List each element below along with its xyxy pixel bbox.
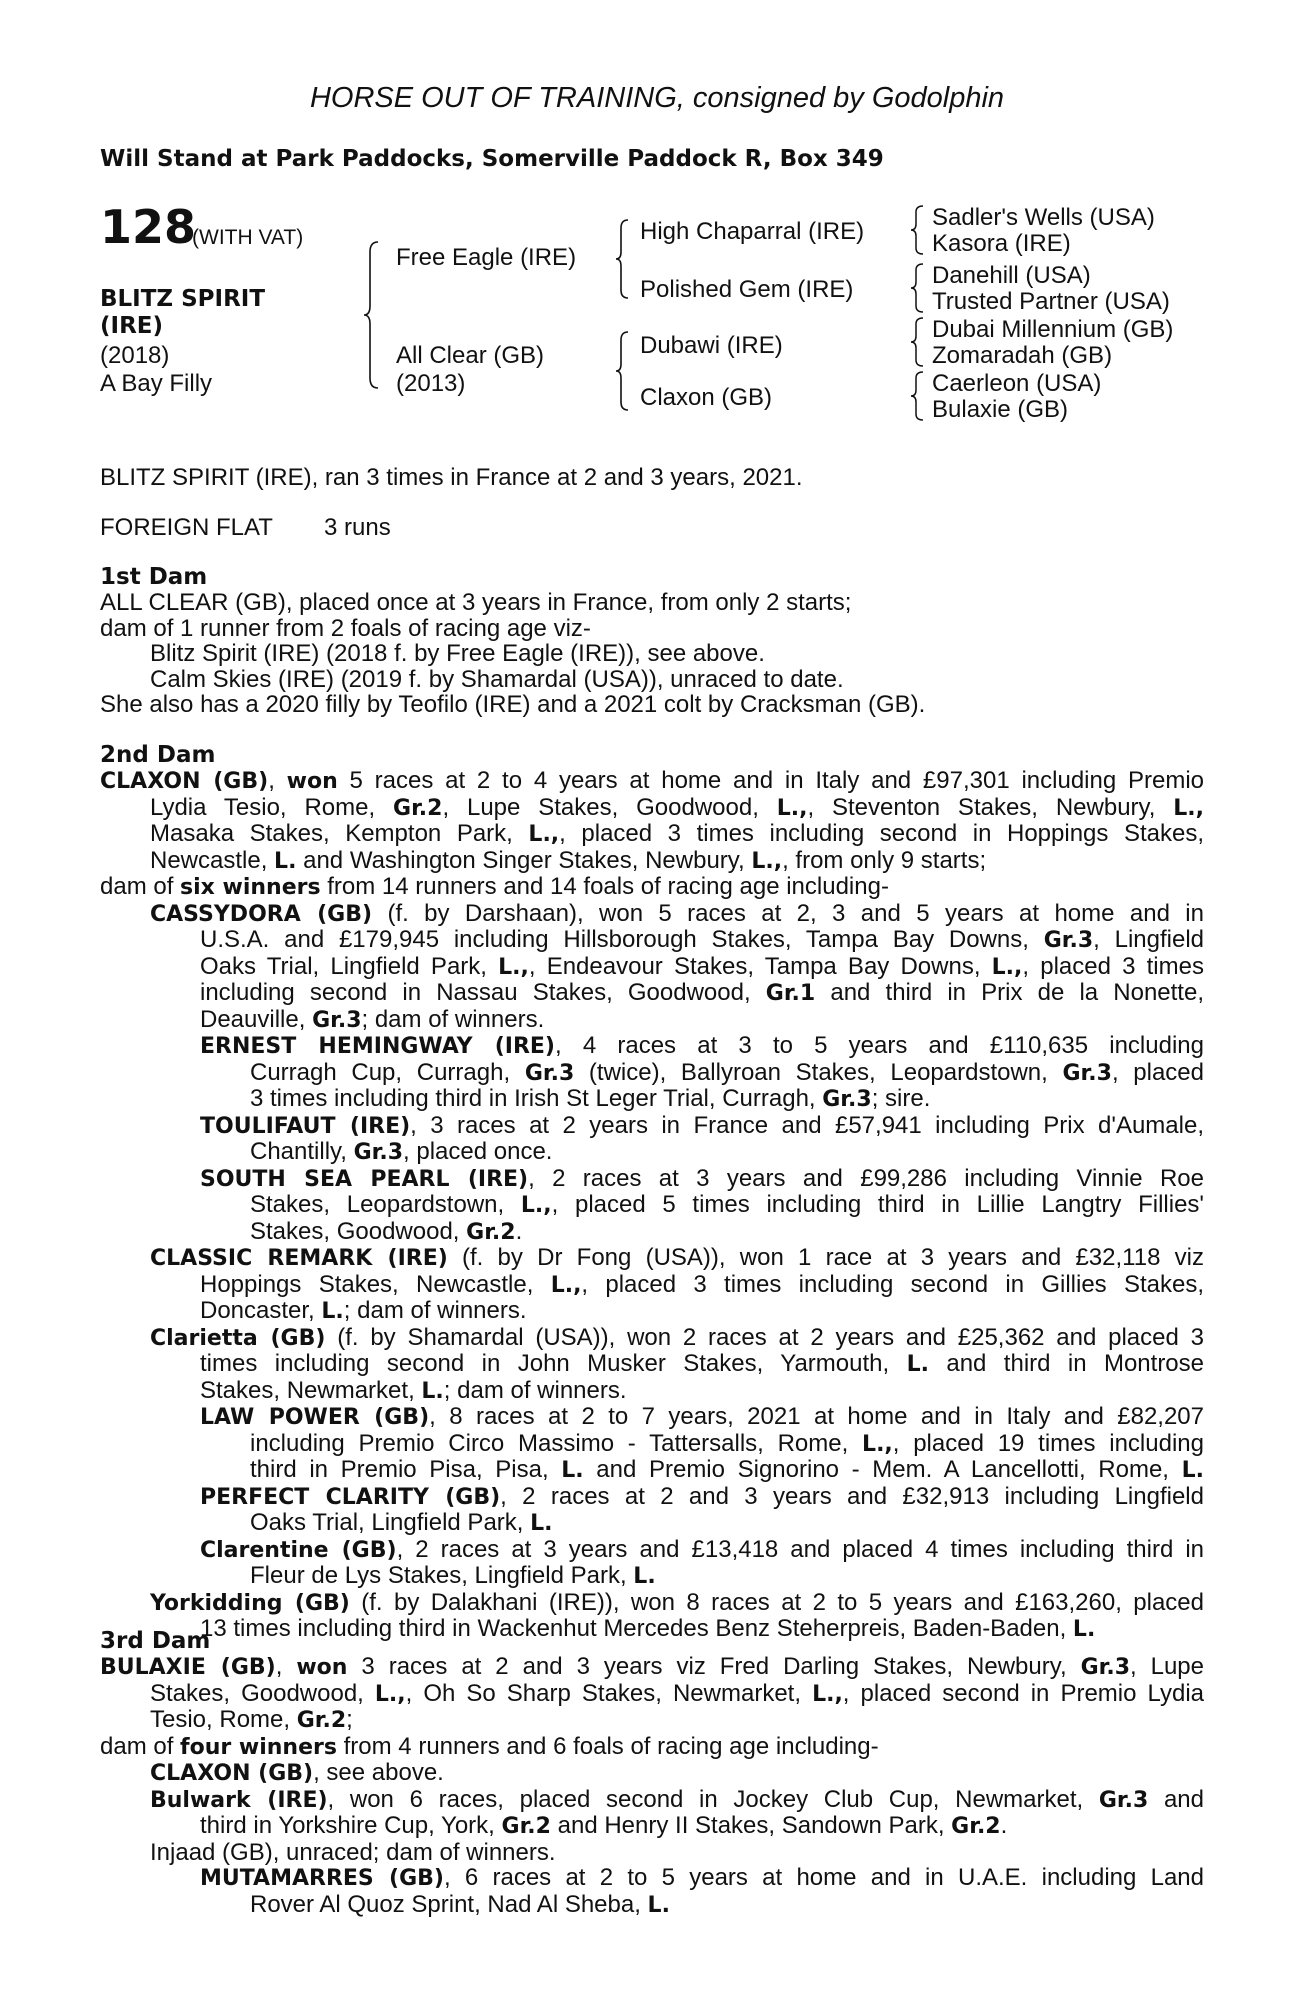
text: from 4 runners and 6 foals of racing age including- <box>336 1732 879 1760</box>
first-dam-foal: Calm Skies (IRE) (2019 f. by Shamardal (USA)), unraced to date. <box>150 665 844 693</box>
grade: Gr.2 <box>296 1708 347 1733</box>
text: , Endeavour Stakes, Tampa Bay Downs, <box>528 952 992 980</box>
first-dam-foal: Blitz Spirit (IRE) (2018 f. by Free Eagle (IRE)), see above. <box>150 640 765 667</box>
text: , placed 3 times <box>1022 952 1204 980</box>
ernest-line <box>100 1033 1204 1060</box>
pedigree-sire: Free Eagle (IRE) <box>396 244 577 271</box>
grade: L. <box>274 848 297 874</box>
text: , placed <box>1111 1058 1205 1086</box>
text: , placed second in Premio Lydia <box>842 1679 1204 1707</box>
text: Rover Al Quoz Sprint, Nad Al Sheba, <box>250 1890 648 1918</box>
text: , 3 races at 2 years in France and £57,941 including Prix d'Aumale, <box>410 1111 1204 1139</box>
horse-perfect-clarity: PERFECT CLARITY (GB) <box>200 1484 501 1510</box>
page-title: HORSE OUT OF TRAINING, consigned by Godolphin <box>309 82 1005 114</box>
text: and <box>1148 1785 1204 1813</box>
bulaxie-line <box>100 1681 1204 1708</box>
ggp-brace-1 <box>910 204 926 256</box>
won-label: won <box>286 769 338 794</box>
clarietta-line <box>100 1325 1204 1352</box>
dam-of-line <box>100 874 1204 901</box>
text: , Steventon Stakes, Newbury, <box>807 793 1174 821</box>
law-power-line <box>100 1404 1204 1431</box>
grade: Gr.3 <box>1043 928 1094 953</box>
text: third in Yorkshire Cup, York, <box>200 1812 502 1839</box>
text: Chantilly, <box>250 1138 354 1165</box>
text: , Oh So Sharp Stakes, Newmarket, <box>405 1679 813 1707</box>
claxon-line <box>100 821 1204 848</box>
text: , placed 3 times including second in Gillies Stakes, <box>581 1270 1204 1298</box>
pedigree-dam-dam: Claxon (GB) <box>640 384 773 411</box>
injaad-line: Injaad (GB), unraced; dam of winners. <box>150 1838 556 1866</box>
ggp-brace-3 <box>910 316 926 368</box>
text: third in Premio Pisa, Pisa, <box>250 1456 562 1483</box>
horse-bulwark: Bulwark (IRE) <box>150 1787 328 1813</box>
text: Stakes, Goodwood, <box>150 1679 375 1707</box>
ggp-brace-4 <box>910 370 926 422</box>
text: and Washington Singer Stakes, Newbury, <box>296 846 752 874</box>
horse-year: (2018) <box>100 342 170 369</box>
text: Masaka Stakes, Kempton Park, <box>150 820 529 847</box>
text: U.S.A. and £179,945 including Hillsborough Stakes, Tampa Bay Downs, <box>200 926 1044 953</box>
text: . <box>515 1217 523 1245</box>
text: , Lupe Stakes, Goodwood, <box>442 793 777 821</box>
text: dam of <box>100 1732 181 1760</box>
law-power-line <box>100 1431 1204 1458</box>
grade: Gr.3 <box>312 1007 362 1033</box>
pedigree-ggp-7: Caerleon (USA) <box>932 370 1102 397</box>
bulwark-line <box>100 1813 1204 1840</box>
classic-remark-line <box>100 1245 1204 1272</box>
dam-line-brace <box>614 330 632 412</box>
text: , 2 races at 2 and 3 years and £32,913 including Lingfield <box>500 1482 1204 1510</box>
claxon-line: CLAXON (GB), won 5 races at 2 to 4 years at home and in Italy and £97,301 including Premio <box>100 767 1204 794</box>
text: Curragh Cup, Curragh, <box>250 1058 525 1086</box>
text: , 8 races at 2 to 7 years, 2021 at home and in Italy and £82,207 <box>429 1403 1205 1430</box>
pedigree-ggp-5: Dubai Millennium (GB) <box>932 316 1174 343</box>
ernest-line <box>100 1086 1204 1113</box>
perfect-clarity-line <box>100 1510 1204 1537</box>
horse-south-sea-pearl: SOUTH SEA PEARL (IRE) <box>200 1166 529 1192</box>
pedigree-sire-sire: High Chaparral (IRE) <box>640 218 865 245</box>
first-dam-line: dam of 1 runner from 2 foals of racing age viz- <box>100 614 591 642</box>
clarietta-line <box>100 1351 1204 1378</box>
text: , won 6 races, placed second in Jockey Club Cup, Newmarket, <box>327 1785 1099 1813</box>
won-label: won <box>296 1655 348 1680</box>
grade: L. <box>530 1511 553 1536</box>
text: 3 races at 2 and 3 years viz Fred Darling Stakes, Newbury, <box>347 1653 1081 1680</box>
racing-summary: BLITZ SPIRIT (IRE), ran 3 times in France at 2 and 3 years, 2021. <box>100 464 803 491</box>
grade: Gr.2 <box>393 795 443 821</box>
grade: Gr.2 <box>951 1814 1001 1839</box>
text: , see above. <box>313 1759 444 1786</box>
ggp-brace-2 <box>910 262 926 314</box>
grade: L. <box>647 1892 670 1918</box>
grade: L. <box>1181 1458 1204 1483</box>
horse-yorkidding: Yorkidding (GB) <box>150 1590 350 1616</box>
yorkidding-line <box>100 1616 1204 1643</box>
winners-count: four winners <box>180 1734 337 1760</box>
text: and Henry II Stakes, Sandown Park, <box>550 1812 952 1839</box>
cassydora-line <box>100 927 1204 954</box>
lot-number: 128 <box>100 200 197 254</box>
bulwark-line <box>100 1787 1204 1814</box>
text: and third in Montrose <box>928 1350 1204 1377</box>
grade: L., <box>498 954 529 980</box>
text: , placed once. <box>403 1138 553 1165</box>
text: dam of <box>100 873 181 900</box>
text: (f. by Dr Fong (USA)), won 1 race at 3 years and £32,118 viz <box>447 1244 1204 1271</box>
third-dam-heading: 3rd Dam <box>100 1628 211 1654</box>
text: 5 races at 2 to 4 years at home and in Italy and £97,301 including Premio <box>349 767 1204 794</box>
text: and Premio Signorino - Mem. A Lancellotti, Rome, <box>583 1456 1182 1483</box>
grade: Gr.3 <box>1080 1655 1130 1680</box>
first-dam-line: She also has a 2020 filly by Teofilo (IRE) and a 2021 colt by Cracksman (GB). <box>100 691 926 718</box>
text: Stakes, Newmarket, <box>200 1376 422 1404</box>
text: , from only 9 starts; <box>782 846 987 874</box>
text: including Premio Circo Massimo - Tattersalls, Rome, <box>250 1429 863 1457</box>
toulifaut-line <box>100 1113 1204 1140</box>
text: Newcastle, <box>150 846 275 874</box>
horse-name-line2: (IRE) <box>100 313 164 339</box>
pedigree-ggp-4: Trusted Partner (USA) <box>932 288 1170 315</box>
horse-name-line1: BLITZ SPIRIT <box>100 286 266 312</box>
text: ; dam of winners. <box>361 1005 545 1033</box>
text: ; <box>346 1706 353 1733</box>
dam-of-line <box>100 1734 1204 1761</box>
horse-name <box>100 286 300 340</box>
grade: L., <box>550 1272 582 1298</box>
grade: Gr.1 <box>765 981 816 1006</box>
text: Fleur de Lys Stakes, Lingfield Park, <box>250 1562 634 1589</box>
grade: L., <box>751 848 783 874</box>
text: Tesio, Rome, <box>150 1706 297 1733</box>
grade: L. <box>1072 1617 1096 1642</box>
grade: L. <box>561 1458 584 1483</box>
ernest-line <box>100 1060 1204 1087</box>
horse-cassydora: CASSYDORA (GB) <box>150 901 373 927</box>
grade: Gr.3 <box>524 1060 575 1086</box>
grade: Gr.3 <box>822 1087 872 1112</box>
pedigree-sire-dam: Polished Gem (IRE) <box>640 276 854 303</box>
first-dam-heading: 1st Dam <box>100 564 208 590</box>
south-sea-pearl-line <box>100 1192 1204 1219</box>
grade: Gr.2 <box>501 1814 551 1839</box>
grade: L. <box>421 1378 444 1404</box>
clarietta-line <box>100 1378 1204 1405</box>
text: and third in Prix de la Nonette, <box>815 979 1204 1006</box>
grade: L., <box>1173 795 1205 821</box>
grade: L., <box>812 1681 843 1707</box>
claxon-ref-line <box>100 1760 1204 1787</box>
horse-toulifaut: TOULIFAUT (IRE) <box>200 1113 411 1139</box>
text: from 14 runners and 14 foals of racing age including- <box>320 873 889 900</box>
sire-line-brace <box>614 218 632 300</box>
text: Hoppings Stakes, Newcastle, <box>200 1270 551 1298</box>
pedigree-dam-year: (2013) <box>396 370 466 397</box>
text: ; sire. <box>871 1085 931 1112</box>
law-power-line <box>100 1457 1204 1484</box>
text: , Lingfield <box>1093 926 1204 953</box>
grade: L., <box>520 1193 552 1218</box>
text: (f. by Darshaan), won 5 races at 2, 3 and 5 years at home and in <box>372 899 1204 927</box>
pedigree-ggp-1: Sadler's Wells (USA) <box>932 204 1155 231</box>
text: ; dam of winners. <box>443 1376 627 1404</box>
text: (f. by Shamardal (USA)), won 2 races at 2 years and £25,362 and placed 3 <box>325 1323 1204 1351</box>
text: (twice), Ballyroan Stakes, Leopardstown, <box>574 1058 1063 1086</box>
foreign-flat-value: 3 runs <box>324 514 391 541</box>
horse-mutamarres: MUTAMARRES (GB) <box>200 1866 444 1891</box>
text: , 4 races at 3 to 5 years and £110,635 including <box>554 1032 1204 1059</box>
cassydora-line <box>100 1007 1204 1034</box>
classic-remark-line <box>100 1298 1204 1325</box>
cassydora-line <box>100 901 1204 928</box>
toulifaut-line <box>100 1139 1204 1166</box>
third-dam-section <box>100 1654 1204 1918</box>
mutamarres-line <box>100 1892 1204 1919</box>
horse-claxon: CLAXON (GB) <box>100 769 269 794</box>
grade: L., <box>374 1681 406 1707</box>
text: , 2 races at 3 years and £99,286 including Vinnie Roe <box>528 1164 1205 1192</box>
second-dam-heading: 2nd Dam <box>100 742 216 768</box>
text: Stakes, Goodwood, <box>250 1217 467 1245</box>
horse-description: A Bay Filly <box>100 370 213 397</box>
grade: L., <box>862 1431 893 1457</box>
classic-remark-line <box>100 1272 1204 1299</box>
text: , placed 5 times including third in Lillie Langtry Fillies' <box>551 1191 1204 1218</box>
grade: L. <box>633 1564 656 1589</box>
horse-clarietta: Clarietta (GB) <box>150 1325 326 1351</box>
sire-dam-brace <box>362 240 382 390</box>
south-sea-pearl-line <box>100 1166 1204 1193</box>
grade: L., <box>991 954 1023 980</box>
text: Deauville, <box>200 1005 313 1033</box>
grade: Gr.2 <box>466 1219 516 1245</box>
mutamarres-line <box>100 1865 1204 1892</box>
text: . <box>1000 1812 1008 1839</box>
pedigree-dam-sire: Dubawi (IRE) <box>640 332 783 359</box>
horse-classic-remark: CLASSIC REMARK (IRE) <box>150 1246 448 1271</box>
text: Doncaster, <box>200 1297 322 1324</box>
clarentine-line <box>100 1563 1204 1590</box>
south-sea-pearl-line <box>100 1219 1204 1246</box>
grade: L. <box>906 1352 929 1377</box>
text: Oaks Trial, Lingfield Park, <box>200 952 499 980</box>
bulaxie-line: BULAXIE (GB), won 3 races at 2 and 3 years viz Fred Darling Stakes, Newbury, Gr.3, Lupe <box>100 1653 1205 1680</box>
grade: Gr.3 <box>353 1140 404 1165</box>
text: , placed 3 times including second in Hoppings Stakes, <box>559 820 1205 847</box>
pedigree-ggp-8: Bulaxie (GB) <box>932 396 1069 423</box>
clarentine-line <box>100 1537 1204 1564</box>
grade: Gr.3 <box>1098 1787 1149 1813</box>
text: , Lupe <box>1130 1653 1205 1680</box>
claxon-line <box>100 795 1204 822</box>
perfect-clarity-line <box>100 1484 1204 1511</box>
text: , 2 races at 3 years and £13,418 and placed 4 times including third in <box>396 1535 1204 1563</box>
foreign-flat-label: FOREIGN FLAT <box>100 514 273 541</box>
pedigree-ggp-3: Danehill (USA) <box>932 262 1091 289</box>
grade: Gr.3 <box>1062 1060 1112 1086</box>
text: ; dam of winners. <box>343 1297 527 1324</box>
yorkidding-line <box>100 1590 1204 1617</box>
lot-vat-note: (WITH VAT) <box>192 226 304 249</box>
stand-location: Will Stand at Park Paddocks, Somerville Paddock R, Box 349 <box>100 146 884 172</box>
grade: L. <box>321 1299 344 1324</box>
horse-law-power: LAW POWER (GB) <box>200 1405 430 1430</box>
text: , placed 19 times including <box>892 1429 1204 1457</box>
text: 13 times including third in Wackenhut Mercedes Benz Steherpreis, Baden-Baden, <box>200 1615 1073 1642</box>
text: 3 times including third in Irish St Leger Trial, Curragh, <box>250 1085 823 1112</box>
claxon-line <box>100 848 1204 875</box>
first-dam-line: ALL CLEAR (GB), placed once at 3 years in France, from only 2 starts; <box>100 589 852 616</box>
text: Oaks Trial, Lingfield Park, <box>250 1509 531 1536</box>
text: times including second in John Musker Stakes, Yarmouth, <box>200 1350 907 1377</box>
pedigree-ggp-6: Zomaradah (GB) <box>932 342 1113 369</box>
text: , 6 races at 2 to 5 years at home and in U.A.E. including Land <box>443 1864 1204 1891</box>
winners-count: six winners <box>180 875 321 900</box>
bulaxie-line <box>100 1707 1204 1734</box>
grade: L., <box>528 822 560 847</box>
second-dam-section <box>100 768 1204 1643</box>
horse-clarentine: Clarentine (GB) <box>200 1537 397 1563</box>
text: (f. by Dalakhani (IRE)), won 8 races at 2 to 5 years and £163,260, placed <box>349 1588 1204 1616</box>
text: including second in Nassau Stakes, Goodwood, <box>200 979 766 1006</box>
cassydora-line <box>100 980 1204 1007</box>
pedigree-dam: All Clear (GB) <box>396 342 545 369</box>
grade: L., <box>776 795 808 821</box>
text: Lydia Tesio, Rome, <box>150 793 394 821</box>
horse-bulaxie: BULAXIE (GB) <box>100 1655 276 1680</box>
first-dam-section <box>100 590 1204 718</box>
text: Stakes, Leopardstown, <box>250 1191 521 1218</box>
horse-ernest-hemingway: ERNEST HEMINGWAY (IRE) <box>200 1034 555 1059</box>
pedigree-ggp-2: Kasora (IRE) <box>932 230 1071 257</box>
horse-claxon: CLAXON (GB) <box>150 1761 314 1786</box>
cassydora-line <box>100 954 1204 981</box>
